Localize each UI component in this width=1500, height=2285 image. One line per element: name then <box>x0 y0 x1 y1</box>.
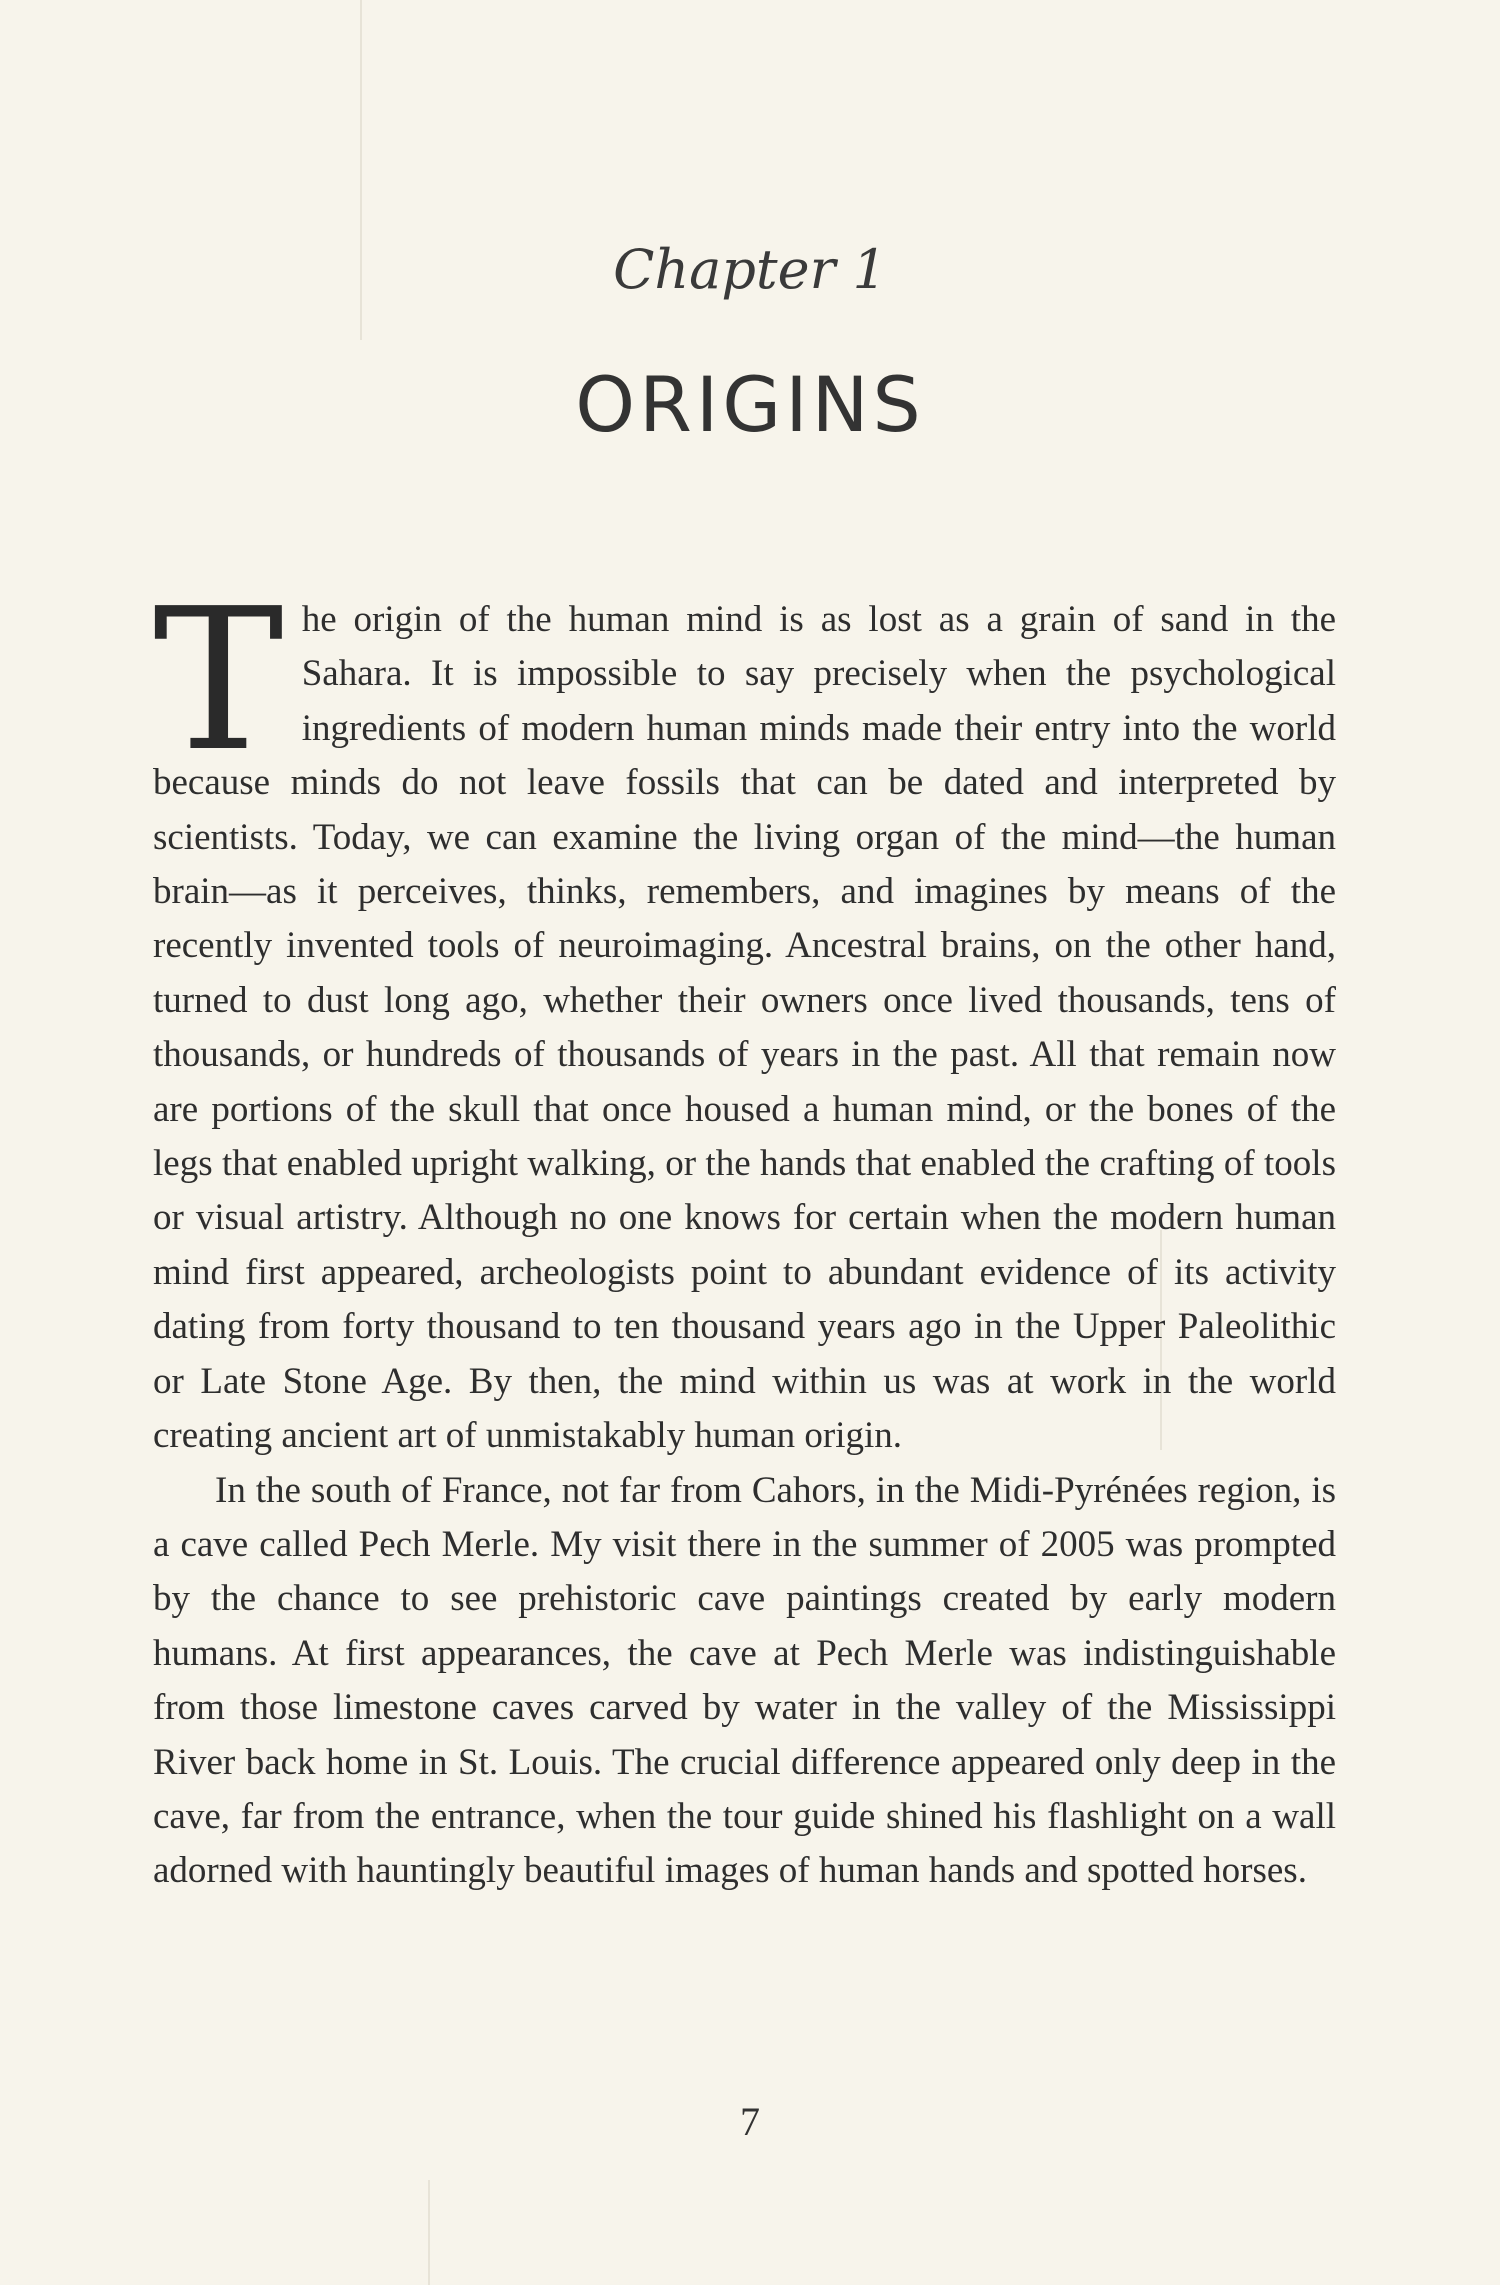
paragraph-1 <box>153 567 1336 1464</box>
paragraph-2: In the south of France, not far from Cahors, in the Midi-Pyrénées region, is a cave called Pech Merle. My visit there in the summer of 2005 was prompted by the chance to see prehistoric cave paintings created by early modern humans. At first appearances, the cave at Pech Merle was indistinguishable from those limestone caves carved by water in the valley of the Mississippi River back home in St. Louis. The crucial difference appeared only deep in the cave, far from the entrance, when the tour guide shined his flashlight on a wall adorned with hauntingly beautiful images of human hands and spotted horses. <box>153 1469 1336 1892</box>
body-text <box>153 567 1336 1899</box>
drop-cap: T <box>153 567 284 795</box>
scan-artifact <box>428 2180 430 2285</box>
chapter-label: Chapter 1 <box>613 238 887 301</box>
paragraph-1-text: he origin of the human mind is as lost as a grain of sand in the Sahara. It is impossible to say precisely when the psychological ingredients of modern human minds made their entry into the world because minds do not leave fossils that can be dated and interpreted by scientists. Today, we can examine the living organ of the mind—the human brain—as it perceives, thinks, remembers, and imagines by means of the recently invented tools of neuroimaging. Ancestral brains, on the other hand, turned to dust long ago, whether their owners once lived thousands, tens of thousands, or hundreds of thousands of years in the past. All that remain now are portions of the skull that once housed a human mind, or the bones of the legs that enabled upright walking, or the hands that enabled the crafting of tools or visual artistry. Although no one knows for certain when the modern human mind first appeared, archeologists point to abundant evidence of its activity dating from forty thousand to ten thousand years ago in the Upper Paleolithic or Late Stone Age. By then, the mind within us was at work in the world creating ancient art of unmistakably human origin. <box>153 599 1336 1457</box>
chapter-title: ORIGINS <box>575 360 925 449</box>
page-number: 7 <box>740 2099 760 2144</box>
